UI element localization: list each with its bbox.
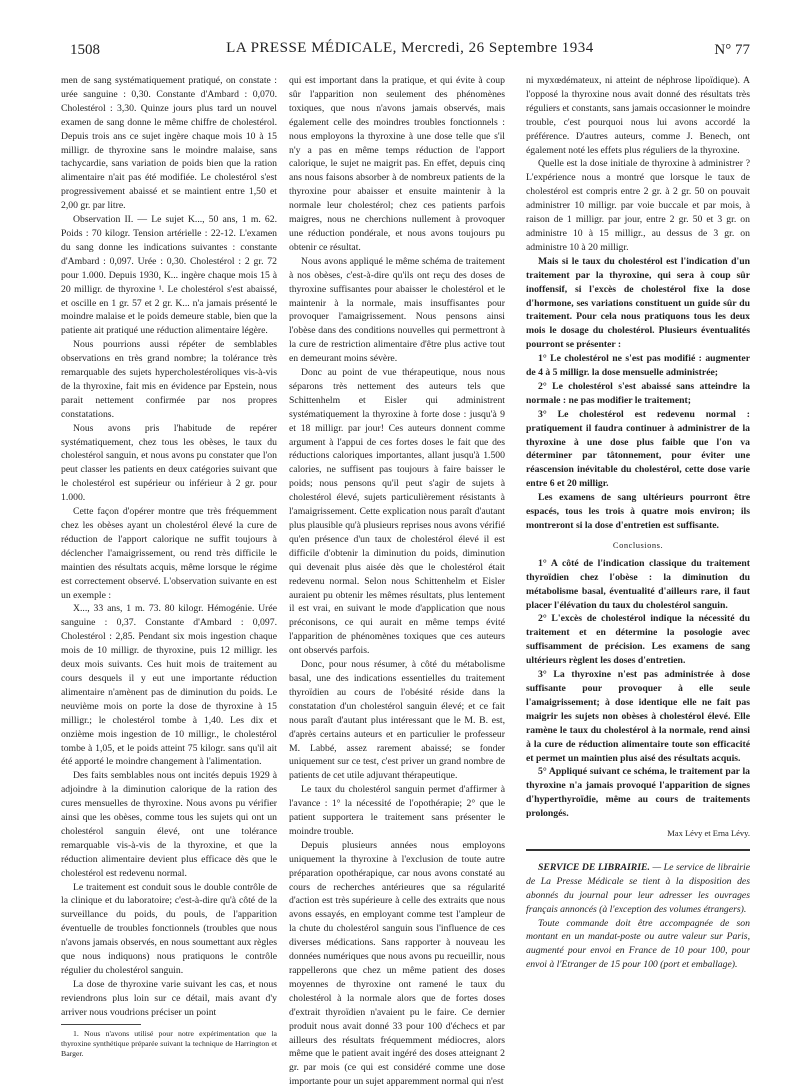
page-header [70, 40, 750, 64]
list-item: 2° Le cholestérol s'est abaissé sans atteindre la normale : ne pas modifier le traitement; [526, 380, 750, 406]
conclusion-item: 5° Appliqué suivant ce schéma, le traitement par la thyroxine n'a jamais provoqué l'apparition de signes d'hyperthyroïdie, même au cours de traitements prolongés. [526, 766, 750, 820]
paragraph: Nous avons pris l'habitude de repérer systématiquement, chez tous les obèses, le taux du cholestérol sanguin, et nous avons pu constater que l'on peut classer les patients en deux catégories suivant que le cholestérol est supérieur ou inférieur à 2 gr. pour 1.000. [61, 422, 277, 504]
issue-number: N° 77 [714, 42, 750, 58]
section-divider [526, 849, 750, 851]
conclusion-item: 1° A côté de l'indication classique du traitement thyroïdien chez l'obèse : la diminution du métabolisme basal, éventualité d'ailleurs rare, il faut placer l'élévation du taux du cholestérol sanguin. [526, 557, 750, 611]
conclusion-item: 3° La thyroxine n'est pas administrée à dose suffisante pour provoquer à elle seule l'amaigrissement; à dose identique elle ne fait pas maigrir les sujets non obèses à cholestérol élevé. Elle ramène le taux du cholestérol à la normale, rend ainsi à la cure de réduction alimentaire toute son efficacité et permet un maintien plus aisé des résultats acquis. [526, 669, 750, 764]
paragraph: Cette façon d'opérer montre que très fréquemment chez les obèses ayant un cholestérol élevé la cure de réduction de l'apport calorique ne suffit toujours à déclencher l'amaigrissement, ou rend très difficile le maintien des résultats acquis, même lorsque le régime est correctement observé. L'observation suivante en est un exemple : [61, 506, 277, 601]
list-item: 1° Le cholestérol ne s'est pas modifié : augmenter de 4 à 5 milligr. la dose mensuelle administrée; [526, 353, 750, 379]
author-signature: Max Lévy et Erna Lévy. [667, 828, 750, 839]
paragraph: La dose de thyroxine varie suivant les cas, et nous reviendrons plus loin sur ce détail, mais avant d'y arriver nous voudrions préciser un point [61, 978, 277, 1018]
paragraph: Le traitement est conduit sous le double contrôle de la clinique et du laboratoire; c'est-à-dire qu'à côté de la surveillance du poids, du pouls, de l'apparition éventuelle de troubles fonctionnels (troubles que nous n'avons jamais observés, en nous soumettant aux règles que nous indiquons) nous pratiquons le contrôle régulier du cholestérol sanguin. [61, 881, 277, 976]
column-2 [289, 74, 505, 1089]
paragraph: Les examens de sang ultérieurs pourront être espacés, tous les trois à quatre mois environ; ils montreront si la dose d'entretien est suffisante. [526, 492, 750, 531]
library-text: — Le service de librairie de La Presse Médicale se tient à la disposition des abonnés du journal pour leur adresser les ouvrages français annoncés (à l'exception des volumes étrangers). [526, 861, 751, 915]
paragraph: Quelle est la dose initiale de thyroxine à administrer ? L'expérience nous a montré que lorsque le taux de cholestérol est compris entre 2 gr. à 2 gr. 50 on pouvait administrer 10 milligr. par voie buccale et par mois, à raison de 1 milligr. par jour, entre 2 gr. 50 et 3 gr. on administre 10 à 15 milligr., au dessus de 3 gr. on administre 10 à 20 milligr. [526, 158, 750, 253]
page-number: 1508 [70, 42, 100, 58]
paragraph: Nous pourrions aussi répéter de semblables observations en très grand nombre; la tolérance très remarquable des sujets hypercholestéroliques vis-à-vis de la thyroxine, fait mis en évidence par Epstein, nous parait nettement confirmée par nos propres constatations. [61, 339, 277, 420]
paragraph: Donc, pour nous résumer, à côté du métabolisme basal, une des indications essentielles du traitement thyroïdien au cours de l'obésité réside dans la constatation d'un cholestérol sanguin élevé; et ce fait nous paraît d'autant plus intéressant que le M. B. est, d'après certains auteurs et en particulier le professeur M. Labbé, assez rarement abaissé; se fonder uniquement sur ce test, c'est priver un grand nombre de patients de cet utile adjuvant thérapeutique. [289, 659, 505, 782]
paragraph: Depuis plusieurs années nous employons uniquement la thyroxine à l'exclusion de toute autre préparation opothérapique, car nous avons constaté au cours de recherches antérieures que sa régularité d'action est très supérieure à celle des extraits que nous avons essayés, en employant comme test l'ampleur de la chute du cholestérol sanguin sous l'influence de ces diverses médications. Sans rapporter à nouveau les données numériques que nous avons pu recueillir, nous rappellerons que chez un même patient des doses moyennes de thyroxine ont ramené le taux du cholestérol à la normale alors que de fortes doses d'extrait thyroïdien n'avaient pu le faire. Ce dernier produit nous avait donné 33 pour 100 d'échecs et par ailleurs des résultats fréquemment médiocres, alors même que le patient avait ingéré des doses atteignant 2 gr. par mois (ce qui est considéré comme une dose importante pour un sujet apparemment normal qui n'est [289, 839, 505, 1088]
conclusions-heading: Conclusions. [612, 539, 664, 550]
footnote: 1. Nous n'avons utilisé pour notre expérimentation que la thyroxine synthétique préparée suivant la technique de Harrington et Barger. [61, 1028, 277, 1058]
list-item: 3° Le cholestérol est redevenu normal : pratiquement il faudra continuer à administrer de la thyroxine à une dose plus faible que l'on va déterminer par tâtonnement, pour éviter une réascension inévitable du cholestérol, cette dose varie entre 6 et 20 milligr. [526, 408, 750, 490]
footnote-divider [61, 1024, 141, 1025]
journal-title: LA PRESSE MÉDICALE, Mercredi, 26 Septembre 1934 [226, 40, 594, 56]
paragraph: qui est important dans la pratique, et qui évite à coup sûr l'apparition non seulement des phénomènes toxiques, que nous n'avons jamais observés, mais également celle des moindres troubles fonctionnels : nous employons la thyroxine à une dose telle que s'il n'y a pas en même temps réduction de l'apport calorique, le sujet ne maigrit pas. En effet, depuis cinq ans nous faisons absorber à de nombreux patients de la thyroxine pour abaisser et ensuite maintenir à la normale leur cholestérol; chez ces patients parfois maigres, nous ne cherchions nullement à provoquer une réduction pondérale, et nous avons toujours pu obtenir ce résultat. [289, 75, 505, 253]
paragraph: ni myxœdémateux, ni atteint de néphrose lipoïdique). A l'opposé la thyroxine nous avait donné des résultats très réguliers et constants, sans jamais occasionner le moindre trouble, c'est pourquoi nous lui avons accordé la préférence. D'autres auteurs, comme J. Benech, ont également noté les effets plus réguliers de la thyroxine. [526, 75, 750, 156]
case-report: X..., 33 ans, 1 m. 73. 80 kilogr. Hémogénie. Urée sanguine : 0,37. Constante d'Ambard : 0,097. Cholestérol : 2,85. Pendant six mois ingestion chaque mois de 10 milligr. de thyroxine, puis 12 milligr. les deux mois suivants. Ces huit mois de traitement au cours desquels il y eut une importante réduction alimentaire n'amènent pas de diminution du poids. Le neuvième mois on porte la dose de thyroxine à 15 milligr.; le cholestérol tombe à 1,40. Les dix et onzième mois ingestion de 10 milligr., le cholestérol tombe à 1,05, et le poids atteint 75 kilogr. sans qu'il ait été apporté le moindre changement à l'alimentation. [61, 603, 277, 768]
library-notice [526, 861, 750, 917]
library-heading: SERVICE DE LIBRAIRIE. [538, 861, 650, 873]
paragraph: Donc au point de vue thérapeutique, nous nous séparons très nettement des auteurs tels que Schittenhelm et Eisler qui administrent systématiquement la thyroxine à forte dose : jusqu'à 9 et 18 milligr. par jour! Ces auteurs donnent comme argument à l'appui de ces fortes doses le fait que des réductions caloriques importantes, allant jusqu'à 1.500 calories, ne suffisent pas toujours à faire baisser le poids; nous pensons qu'il peut s'agir de sujets à cholestérol élevé, sujets particulièrement résistants à l'amaigrissement. Cette explication nous paraît d'autant plus plausible qu'à plusieurs reprises nous avons vérifié qu'en présence d'un taux de cholestérol élevé il est difficile d'obtenir la diminution du poids, diminution qui devenait plus aisée dès que le cholestérol était redevenu normal. Selon nous Schittenhelm et Eisler auraient pu obtenir les mêmes résultats, plus lentement il est vrai, en suivant le mode d'application que nous préconisons, ce qui aurait en même temps évité l'apparition de phénomènes toxiques que ces auteurs ont observés parfois. [289, 367, 505, 657]
paragraph: Le taux du cholestérol sanguin permet d'affirmer à l'avance : 1° la nécessité de l'opothérapie; 2° que le patient supportera le traitement sans présenter le moindre trouble. [289, 784, 505, 837]
paragraph: Mais si le taux du cholestérol est l'indication d'un traitement par la thyroxine, qui sera à coup sûr inoffensif, si l'excès de cholestérol fixe la dose d'hormone, ses variations constituent un guide sûr du traitement. Pour cela nous pratiquons tous les deux mois le dosage du cholestérol. Plusieurs éventualités pourront se présenter : [526, 255, 750, 351]
conclusion-item: 2° L'excès de cholestérol indique la nécessité du traitement et en détermine la posologie avec suffisamment de précision. Les examens de sang ultérieurs règlent les doses d'entretien. [526, 613, 750, 667]
paragraph: Nous avons appliqué le même schéma de traitement à nos obèses, c'est-à-dire qu'ils ont reçu des doses de thyroxine suffisantes pour abaisser le cholestérol et le maintenir à la normale, mais insuffisantes pour provoquer l'amaigrissement. Nous pensons ainsi l'obèse dans des conditions nouvelles qui permettront à la cure de restriction alimentaire d'être plus active tout en demeurant moins sévère. [289, 255, 505, 365]
paragraph: men de sang systématiquement pratiqué, on constate : urée sanguine : 0,30. Constante d'Ambard : 0,070. Cholestérol : 3,30. Quinze jours plus tard un nouvel examen de sang donne le même chiffre de cholestérol. Depuis trois ans ce sujet ingère chaque mois 10 à 15 milligr. de thyroxine sans le moindre malaise, sans tachycardie, sans variation de poids bien que la ration alimentaire n'ait pas été modifiée. Le cholestérol s'est progressivement abaissé et se maintient entre 1,50 et 2,00 gr. par litre. [61, 75, 277, 212]
column-3 [526, 74, 750, 972]
order-notice: Toute commande doit être accompagnée de son montant en un mandat-poste ou autre valeur sur Paris, augmenté pour envoi en France de 10 pour 100, pour envoi à l'Etranger de 15 pour 100 (port et emballage). [526, 917, 750, 971]
column-1 [61, 74, 277, 1059]
observation-2: Observation II. — Le sujet K..., 50 ans, 1 m. 62. Poids : 70 kilogr. Tension artérielle : 22-12. L'examen du sang donne les indications suivantes : constante d'Ambard : 0,097. Urée : 0,30. Cholestérol : 2 gr. 72 pour 1.000. Depuis 1930, K... ingère chaque mois 15 à 20 milligr. de thyroxine ¹. Le cholestérol s'est abaissé, et oscille en 1 gr. 57 et 2 gr. K... n'a jamais présenté le moindre malaise et le poids demeure stable, bien que la patiente ait pratiqué une réduction alimentaire légère. [61, 214, 277, 337]
paragraph: Des faits semblables nous ont incités depuis 1929 à adjoindre à la diminution calorique de la ration des cures mensuelles de thyroxine. Nous avons pu vérifier ainsi que les obèses, comme tous les sujets qui ont un cholestérol sanguin élevé, ont une tolérance remarquable vis-à-vis de la thyroxine, et que la réduction alimentaire devient plus efficace dès que le cholestérol est redevenu normal. [61, 770, 277, 879]
